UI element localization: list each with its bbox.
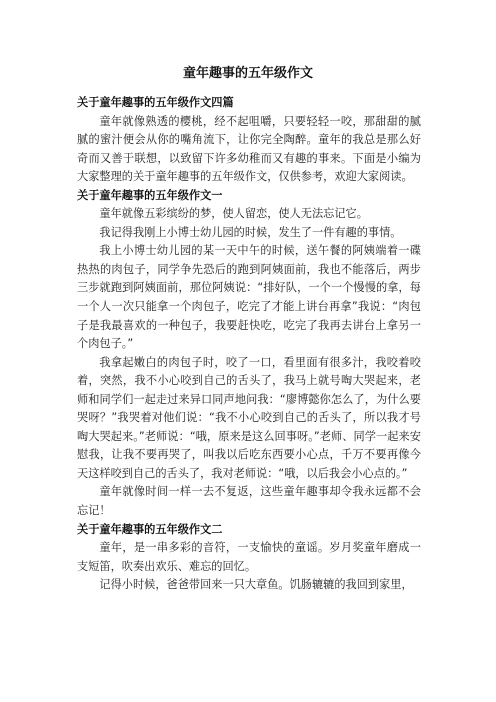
section-heading: 关于童年趣事的五年级作文一: [77, 188, 223, 202]
paragraph: 我记得我刚上小博士幼儿园的时候，发生了一件有趣的事情。: [99, 225, 402, 239]
paragraph: 我上小博士幼儿园的某一天中午的时候，送午餐的阿姨端着一碟热热的肉包子，同学争先恐后的跑到阿姨面前，我也不能落后，两步三步就跑到阿姨面前，那位阿姨说：“排好队，一个一个慢慢的拿，每一个人一次只能拿一个肉包子，吃完了才能上讲台再拿”我说：“肉包子是我最喜欢的一种包子，我要赶快吃，吃完了我再去讲台上拿另一个肉包子。”: [77, 244, 421, 351]
paragraph: 童年就像熟透的樱桃，经不起咀嚼，只要轻轻一咬，那甜甜的腻腻的蜜汁便会从你的嘴角流下，让你完全陶醉。童年的我总是那么好奇而又善于联想，以致留下许多幼稚而又有趣的事来。下面是小编为大家整理的关于童年趣事的五年级作文，仅供参考，欢迎大家阅读。: [77, 114, 421, 184]
document-body: [77, 94, 421, 595]
document-title: 童年趣事的五年级作文: [182, 66, 313, 81]
section-heading: 关于童年趣事的五年级作文二: [77, 522, 223, 536]
paragraph: 记得小时候，爸爸带回来一只大章鱼。饥肠辘辘的我回到家里，: [99, 578, 413, 592]
paragraph: 我拿起嫩白的肉包子时，咬了一口，看里面有很多汁，我咬着咬着，突然，我不小心咬到自己的舌头了，我马上就号啕大哭起来，老师和同学们一起走过来异口同声地问我：“廖博懿你怎么了，为什么要哭呀？”我哭着对他们说：“我不小心咬到自己的舌头了，所以我才号啕大哭起来。”老师说：“哦，原来是这么回事呀。”老师、同学一起来安慰我，让我不要再哭了，叫我以后吃东西要小心点，千万不要再像今天这样咬到自己的舌头了，我对老师说：“哦，以后我会小心点的。”: [77, 355, 421, 480]
paragraph: 童年就像五彩缤纷的梦，使人留恋，使人无法忘记它。: [99, 207, 368, 221]
paragraph: 童年，是一串多彩的音符，一支愉快的童谣。岁月奖童年磨成一支短笛，吹奏出欢乐、难忘的回忆。: [77, 541, 421, 573]
paragraph: 童年就像时间一样一去不复返，这些童年趣事却令我永远都不会忘记！: [77, 485, 421, 518]
section-heading: 关于童年趣事的五年级作文四篇: [77, 96, 234, 109]
